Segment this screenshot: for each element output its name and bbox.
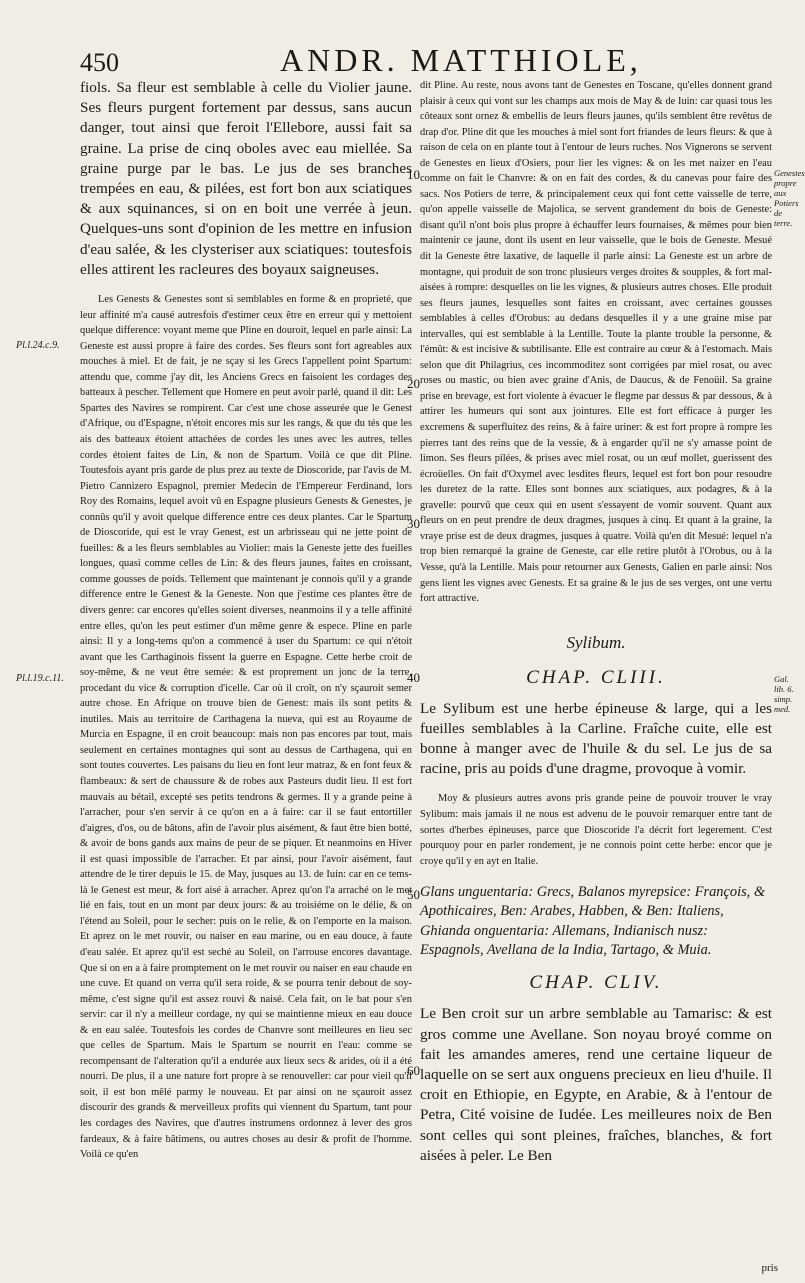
chapter-heading: CHAP. CLIV. [529, 972, 663, 994]
line-number: 20 [407, 376, 420, 391]
line-number: 50 [407, 887, 420, 902]
chapter-heading: CHAP. CLIII. [526, 666, 666, 688]
margin-note: Pl.l.19.c.11. [16, 673, 64, 684]
margin-note: Pl.l.24.c.9. [16, 340, 60, 351]
line-number: 40 [407, 670, 420, 685]
dioscorides-text: fiols. Sa fleur est semblable à celle du Violier jaune. Ses fleurs purgent fortement par dessus, sans aucun danger, tout ainsi que feroit l'Ellebore, aussi fait sa graine. La prise de cinq oboles avec eau miellée. Sa graine purge par le bas. Le jus de ses branches trempées en eau, & pilées, est fort bon aux sciatiques & aux squinances, si on en boit une verrée à jeun. Quelques-uns sont d'opinion de les mettre en infusion d'eau salée, & les clysteriser aux sciatiques: toutesfois elles attirent les racleures des boyaux saigneuses. [80, 79, 412, 278]
margin-note: Genestes propre aux Potiers de terre. [774, 168, 805, 228]
margin-note: Gal. lib. 6. simp. med. [774, 674, 794, 714]
ben-text: Le Ben croit sur un arbre semblable au Tamarisc: & est gros comme une Avellane. Son noyau broyé comme on fait les amandes ameres, rend une certaine liqueur de laquelle on se sert aux onguens precieux en lieu d'huile. Il croit en Ethiopie, en Egypte, en Arabie, & à l'entour de Petra, Cité voisine de Iudée. Les meilleures noix de Ben sont celles qui sont pleines, fraîches, blanches, & fort aisées à peler. Le Ben [420, 1005, 772, 1164]
glans-names: Glans unguentaria: Grecs, Balanos myrepsice: François, & Apothicaires, Ben: Arabes, Habben, & Ben: Italiens, Ghianda onguentaria: Allemans, Indianisch nusz: Espagnols, Avellana de la India, Tartago, & Muia. [420, 884, 766, 959]
sylibum-commentary: Moy & plusieurs autres avons pris grande peine de pouvoir trouver le vray Sylibum: mais jamais il ne nous est advenu de le pouvoir remarquer entre tant de sortes d'herbes épineuses, parce que Dioscoride l'a décrit fort legerement. C'est pourquoy pour en parler rondement, je ne connois point cette herbe: encor que je croye qu'il y en ayt en Italie. [420, 793, 772, 867]
line-number: 10 [407, 167, 420, 182]
line-number: 30 [407, 516, 420, 531]
left-column [80, 78, 412, 1163]
sylibum-text: Le Sylibum est une herbe épineuse & large, qui a les fueilles semblables à la Carline. Fraîche cuite, elle est bonne à manger avec de l'huile & du sel. Le jus de sa racine, pris au poids d'une dragme, provoque à vomir. [420, 699, 772, 778]
commentary-text: Les Genests & Genestes sont si semblables en forme & en proprieté, que leur affinité m'a causé autresfois d'estimer ceux être en erreur qui y mettoient quelque difference: voyant meme que Pline en douroit, lequel en parle ainsi: La Geneste est aussi propre à faire des cordes. Ses fleurs sont fort agreables aux mouches à miel. Et de fait, je ne sçay si les Grecs l'appellent point Spartum: attendu que, comme j'ay dit, les Anciens Grecs en faisoient les cordages des batteaux à pescher. Tellement que Homere en peut avoir parlé, quand il dit: Les Spartes des Navires se rompirent. Car c'est une chose asseurée que le Genest d'Afrique, ou d'Espagne, n'étoit encores mis sur les rangs, & que du tés que les ais des batteaux étoient attachées de cordes les unes avec les autres, telles cordes étoient faites de Lin, & non de Spartum. Voilà ce que dit Pline. Toutesfois ayant pris garde de plus prez au texte de Dioscoride, par l'avis de M. Pietro Cannizero Espagnol, premier Medecin de l'Empereur Ferdinand, lors Roy des Romains, lequel avoit vû en Espagne plusieurs Genests & Genestes, je connûs qu'il y avoit quelque difference entre ces deux plantes. Car le Spartum de Dioscoride, qui est le vray Genest, est un arbrisseau qui ne jette point de fueilles: & a les fleurs semblables au Violier: mais la Geneste jette des fueilles longues, quasi comme celles de Lin: & des fleurs jaunes, faites en croissant, comme gousses de poids. Tellement que maintenant je connois qu'il y a grande difference entre le Genest & la Geneste. Non que j'estime ces plantes être de divers genre: car encores qu'elles soient diverses, neanmoins il y a telle affinité entre elles, qu'on les peut estimer d'un même genre & espece. Pline en parle ainsi: Il y a long-tems qu'on a commencé à user du Spartum: ce qui n'étoit avant que les Carthaginois fissent la guerre en Espagne. Cette herbe croit de soy-même, & ne veut être semée: & est proprement un jonc de la terre, procedant du vice & corruption d'icelle. Car où il croît, on n'y sçauroit semer autre chose. En Afrique on trouve bien de Genest: mais ils sont petits & inutiles. Mais au territoire de Carthagena la nueva, qui est au Royaume de Murcia en Espagne, il en croit beaucoup: mais non pas encores par tout, mais seulement en certaines montagnes qui sont au dessus de Carthagena, qui en sont toutes couvertes. Les paisans du lieu en font leur matraz, & en font feux & flambeaux: & sert de chaussure & de robes aux Pasteurs dudit lieu. Il est fort mauvais au bétail, excepté ses petits tendrons & germes. Il y a grande peine à l'arracher, pour s'en servir à ce qu'on en a à faire: car il se faut entortiller d'aigres, d'os, ou de bâtons, afin de l'avoir plus aisément, & faut être bien botté, & avoir de bons gands aux mains de peur de se piquer. Et neanmoins en Hiver il est quasi impossible de l'arracher. Et par ainsi, pour l'avoir aisément, faut attendre de le tirer depuis le 15. de May, jusques au 13. de Iuin: car en ce tems-là le Genest est meur, & fort aisé à arracher. Aprez qu'on l'a arraché on le met lié en fais, tout en un mont par deux jours: & au troisiéme on le délie, & on l'étend au Soleil, pour le secher: puis on le relie, & on l'emporte en la maison. Et aprez on le met rouvir, ou naiser en eau marine, ou en eau douce, à faute d'eau salée. Et aprez qu'il est seché au Soleil, on l'arrouse encores davantage. Que si on en a à faire promptement on le met rouvir ou naiser en eau chaude en une cuve. Et quand on verra qu'il sera roide, & se pourra tenir debout de soy-même, c'est signe qu'il est assez rouvi & naisé. Cela fait, on le bat pour s'en servir: car il n'y a meilleur cordage, ny qui se maintienne mieux en eau douce & en eau salée. Toutesfois les cordes de Chanvre sont meilleures en lieu sec que celles de Spartum. Mais le Spartum se nourrit en l'eau: comme se recompensant de l'alteration qu'il a endurée aux lieux secs & arides, où il a été nourri. De plus, il a une nature fort propre à se renouveller: car pour vieil qu'il soit, il est bon mêlé parmy le nouveau. Et par ainsi on ne sçauroit assez discourir des grands & merveilleux profits qui viennent du Spartum, tant pour les cordages des Navires, que d'autres instrumens ordonnez à lever des gros fardeaux, & à faire bâtimens, ou autres choses au desir & profit de l'homme. Voilà ce qu'en [80, 294, 412, 1161]
page-header [80, 42, 760, 82]
running-head: ANDR. MATTHIOLE, [280, 42, 642, 78]
page-number: 450 [80, 48, 119, 77]
section-title: Sylibum. [566, 632, 626, 652]
right-column [420, 78, 772, 1178]
commentary-continued: dit Pline. Au reste, nous avons tant de Genestes en Toscane, qu'elles donnent grand plaisir à ceux qui vont sur les champs aux mois de May & de Iuin: car quasi tous les côteaux sont ornez & embellis de leurs fleurs jaunes, qu'ils semblent être revêtus de drap d'or. Pline dit que les mouches à miel sont fort friandes de leurs fleurs: & que à raison de cela on en plante tout à l'entour de leurs ruches. Nos Vignerons se servent de Genestes en lieux d'Osiers, pour lier les vignes: & on les met naizer en l'eau comme on fait le Chanvre: & on en fait des cordes, & du canevas pour faire des sacs. Nos Potiers de terre, & principalement ceux qui font cette vaisselle de terre, qu'on appelle vaisselle de Majolica, se servent grandement du bois de Geneste: disant qu'il n'ont bois plus propre à échauffer leurs fournaises, & mêmes pour bien maintenir ce jaune, dont ils usent en leur vaisselle, que le bois de Geneste. Mesué dit la Geneste être laxative, de laquelle il parle ainsi: La Geneste est un arbre de montagne, qui produit de son tronc plusieurs verges droites & soupples, & fort mal-aisées à rompre: desquelles on lie les vignes, & plusieurs autres choses. Elle produit ses fleurs jaunes, lesquelles sont faites en croissant, avec certaines gousses semblables à celles d'Orobus: au dedans desquelles il y a une graine mise par intervalles, qui est semblable à la Lentille. Toute la plante trouble la personne, & l'émût: & est incisive & subtilisante. Elle est contraire au cœur & à l'estomach. Mais selon que dit Philagrius, ces incommoditez sont corrigées par miel rosat, ou avec roses ou mastic, ou bien avec graine d'Anis, de Daucus, & de Fenoüil. Sa graine prise en brevage, est fort violente à évacuer le flegme par dessus & par dessous, & à attirer les humeurs qui sont aux jointures. Elle est fort efficace à purger les excremens & superfluitez des reins, & à faire uriner: & est fort propre à rompre les pierres tant des reins que de la vessie, & à engarder qu'il ne s'y amasse point de limon. Ses fleurs pilées, & prises avec miel rosat, ou un œuf mollet, guerissent des écroüelles. On fait d'Oxymel avec lesdites fleurs, lequel est fort bon pour resoudre les duretez de la ratte. Elles sont bonnes aux sciatiques, aux podagres, & à la gravelle: pourvû que ceux qui en usent s'essayent de vomir souvent. Quant aux fleurs on en peut prendre de deux dragmes, jusques à cinq. Et quant à la graine, la vraye prise est de deux dragmes, jusques à quatre. Voilà qu'en dit Mesué: lequel n'a trop bien remarqué la graine de Geneste, car elle retire plutôt à l'Orobus, ou à la Vesse, qu'à la Lentille. Mais pour retourner aux Genests, Galien en parle ainsi: Nos gens lient les vignes avec Genests. Et sa graine & le jus de ses verges, ont une vertu fort attractive. [420, 80, 772, 605]
catchword: pris [761, 1262, 778, 1274]
line-number: 60 [407, 1063, 420, 1078]
